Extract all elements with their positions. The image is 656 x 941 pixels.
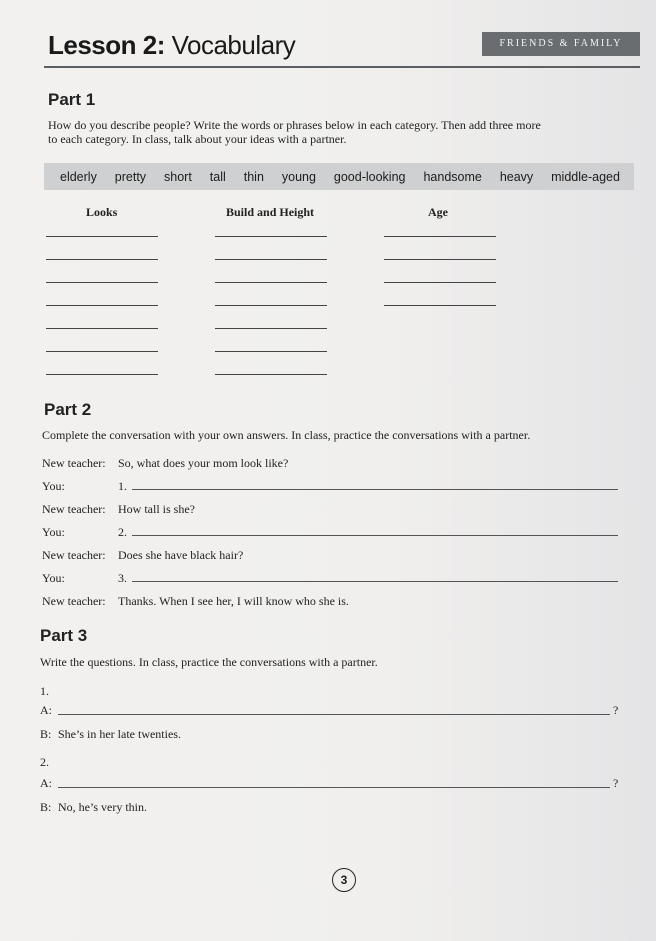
question-number: 2. [40,755,49,769]
writing-line-build-height[interactable] [215,305,327,306]
answer-text: No, he’s very thin. [58,800,147,814]
speaker-label: You: [42,525,65,539]
speaker-label: New teacher: [42,456,106,470]
question-mark: ? [613,703,619,717]
writing-line-age[interactable] [384,259,496,260]
part3-heading: Part 3 [40,626,88,645]
title-topic: Vocabulary [164,30,296,60]
page-title [48,30,295,61]
line-text: Does she have black hair? [118,548,244,562]
word-bank-item: young [281,169,316,184]
speaker-label: You: [42,571,65,585]
writing-line-age[interactable] [384,282,496,283]
answer-number: 1. [118,479,127,493]
column-header-build-height: Build and Height [226,205,315,219]
answer-b-1 [40,727,181,742]
conversation-line [42,502,195,517]
answer-line-3[interactable] [132,581,618,582]
writing-line-age[interactable] [384,236,496,237]
answer-number: 3. [118,571,127,585]
part1-heading: Part 1 [48,90,96,109]
title-lesson: Lesson 2: [48,30,165,60]
word-bank-item: pretty [114,169,147,184]
column-header-age: Age [428,205,448,219]
word-bank-item: elderly [60,169,97,184]
question-line-1[interactable] [58,714,610,715]
word-bank-item: tall [209,169,226,184]
word-bank-item: short [164,169,192,184]
speaker-label: You: [42,479,65,493]
part2-heading: Part 2 [44,400,92,419]
writing-line-build-height[interactable] [215,282,327,283]
writing-line-age[interactable] [384,305,496,306]
writing-line-build-height[interactable] [215,328,327,329]
conversation-line [42,571,127,586]
speaker-a-label: A: [40,776,52,790]
unit-banner: FRIENDS & FAMILY [482,32,640,56]
writing-line-looks[interactable] [46,259,158,260]
speaker-a-label: A: [40,703,52,717]
word-bank-item: thin [243,169,264,184]
question-line-2[interactable] [58,787,610,788]
speaker-b-label: B: [40,727,52,741]
writing-line-build-height[interactable] [215,259,327,260]
title-divider [44,66,640,68]
question-mark: ? [613,776,619,790]
question-number: 1. [40,684,49,698]
answer-b-2 [40,800,147,815]
word-bank-item: handsome [423,169,482,184]
part1-instruction-line1: How do you describe people? Write the words or phrases below in each category. Then add three more [48,118,541,132]
part2-instruction: Complete the conversation with your own answers. In class, practice the conversations with a partner. [42,428,531,442]
answer-line-2[interactable] [132,535,618,536]
conversation-line [42,594,349,609]
speaker-label: New teacher: [42,594,106,608]
writing-line-build-height[interactable] [215,351,327,352]
page-number: 3 [332,868,356,892]
writing-line-looks[interactable] [46,282,158,283]
conversation-line [42,479,127,494]
conversation-line [42,548,243,563]
line-text: Thanks. When I see her, I will know who she is. [118,594,349,608]
column-header-looks: Looks [86,205,118,219]
part3-instruction: Write the questions. In class, practice the conversations with a partner. [40,655,378,669]
speaker-b-label: B: [40,800,52,814]
writing-line-looks[interactable] [46,236,158,237]
answer-number: 2. [118,525,127,539]
writing-line-looks[interactable] [46,305,158,306]
conversation-line [42,525,127,540]
answer-line-1[interactable] [132,489,618,490]
writing-line-looks[interactable] [46,351,158,352]
writing-line-build-height[interactable] [215,236,327,237]
writing-line-build-height[interactable] [215,374,327,375]
speaker-label: New teacher: [42,548,106,562]
part1-instruction-line2: to each category. In class, talk about your ideas with a partner. [48,132,347,146]
conversation-line [42,456,288,471]
writing-line-looks[interactable] [46,328,158,329]
word-bank-item: middle-aged [551,169,620,184]
writing-line-looks[interactable] [46,374,158,375]
word-bank-item: heavy [499,169,534,184]
word-bank-item: good-looking [333,169,406,184]
word-bank [44,163,634,190]
answer-text: She’s in her late twenties. [58,727,181,741]
speaker-label: New teacher: [42,502,106,516]
line-text: So, what does your mom look like? [118,456,289,470]
line-text: How tall is she? [118,502,195,516]
